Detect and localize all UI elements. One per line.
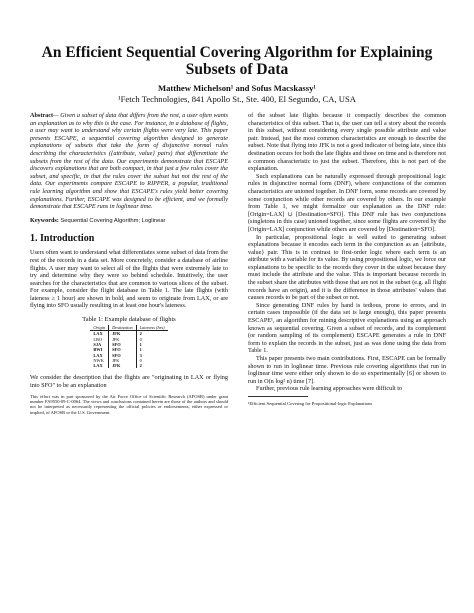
author-affiliation: ¹Fetch Technologies, 841 Apollo St., Ste. 400, El Segundo, CA, USA (118, 94, 356, 104)
left-column (30, 112, 228, 415)
abstract (30, 112, 228, 211)
cell-lateness: 3 (136, 353, 168, 358)
cell-destination: SFO (109, 353, 137, 358)
intro-paragraph-1: Users often want to understand what differentiates some subset of data from the rest of the records in a data set. More concretely, consider a database of airline flights. A user may want to select all of the flights that were extremely late to try and determine why they were so behind schedule. Intuitively, the user searches for the characteristics that are common to various slices of the subset. For example, consider the flight database in Table 1. The late flights (with lateness ≥ 1 hour) are shown in bold, and seem to originate from LAX, or are flying into SFO usually resulting in at least one hour's lateness. (30, 249, 228, 310)
header-origin: Origin (90, 325, 108, 331)
author-names: Matthew Michelson¹ and Sofus Macskassy¹ (158, 83, 316, 93)
header-lateness: Lateness (hrs) (136, 325, 168, 331)
cell-lateness: 1 (136, 342, 168, 347)
flights-table (90, 325, 167, 368)
right-paragraph-4: Since generating DNF rules by hand is tedious, prone to errors, and in certain cases impossible (if the data set is large enough), this paper presents ESCAPE¹, an algorithm for mining descriptive explanations using an approach known as sequential covering. Given a subset of records, and its complement (or random sampling of its complement) ESCAPE generates a rule in DNF form to explain the records in the subset, just as was done using the data from Table 1. (248, 301, 446, 355)
cell-origin: SJA (93, 341, 102, 347)
right-paragraph-1: of the subset late flights because it compactly describes the common characteristics of this subset. That is, the user can tell a story about the records in this subset, without considering every single possible attribute and value pair. Instead, just the most common characteristics are enough to describe the subset. Note that flying into JFK is not a good indicator of being late, since this destination occurs for both the late flights and those on time and is therefore not a common characteristic to just the subset. Therefore, this is not part of the explanation. (248, 112, 446, 173)
right-paragraph-3: In particular, propositional logic is well suited to generating subset explanations because it encodes each term in the conjunction as an {attribute, value} pair. This is in contrast to first-order logic where each term is an attribute with a variable for its value. By using propositional logic, we force our explanations to be specific to the records they cover in the subset because they must include the attribute and the value. This is important because records in the subset share the attributes with those that are not in the subset (e.g. all flight records have an origin), and it is the difference in those attributes' values that causes records to be part of the subset or not. (248, 233, 446, 302)
header-destination: Destination (109, 325, 137, 331)
cell-destination: JFK (109, 337, 137, 342)
paper-title: An Efficient Sequential Covering Algorithm for Explaining Subsets of Data (41, 44, 433, 78)
intro-paragraph-2: We consider the description that the flights are "originating in LAX or flying into SFO" to be an explanation (30, 374, 228, 390)
cell-origin: LBO (93, 336, 103, 342)
table-row (90, 363, 167, 368)
funding-footnote: This effort was in part sponsored by the Air Force Office of Scientific Research (AFOSR) under grant number FA9550-09-C-0064. The views and conclusions contained herein are those of the authors and should not be interpreted as necessarily representing the official policies or endorsements, either expressed or implied, of AFOSR or the U.S. Government. (30, 393, 228, 415)
section-heading-introduction: 1. Introduction (30, 233, 95, 245)
table-caption: Table 1: Example database of flights (82, 316, 176, 324)
cell-origin: NWK (93, 357, 104, 363)
table-body (90, 331, 167, 369)
right-paragraph-6: Further, previous rule learning approaches were difficult to (256, 385, 403, 393)
cell-origin: BWI (93, 347, 103, 353)
cell-lateness: 2 (136, 331, 168, 337)
cell-origin: LAX (93, 363, 103, 369)
cell-origin: LAX (93, 331, 103, 337)
cell-destination: JFK (109, 358, 137, 363)
cell-lateness: 2 (136, 363, 168, 368)
right-paragraph-5: This paper presents two main contributions. First, ESCAPE can be formally shown to run in loglinear time. Previous rule covering algorithms that run in loglinear time were either only shown to do so experimentally [6] or shown to run in O(n log² n) time [7]. (248, 355, 446, 385)
author-block (20, 83, 454, 105)
cell-destination: SFO (109, 342, 137, 347)
cell-destination: JFK (109, 331, 137, 337)
cell-origin: LAX (93, 352, 103, 358)
table-figure (30, 316, 228, 368)
keywords (30, 217, 228, 226)
keywords-label: Keywords: (30, 216, 59, 224)
abstract-text: — Given a subset of data that differs from the rest, a user often wants an explanation as to why this is the case. For instance, in a database of flights, a user may want to understand why certain flights were very late. This paper presents ESCAPE, a sequential covering algorithm designed to generate explanations of subsets that take the form of disjunctive normal rules describing the characteristics ({attribute, value} pairs) that differentiate the subsets from the rest of the data. Our experiments demonstrate that ESCAPE discovers explanations that are both compact, in that just a few rules cover the subset, and specific, in that the rules cover the subset but not the rest of the data. Our experiments compare ESCAPE to RIPPER, a popular, traditional rule learning algorithm and show that ESCAPE's rules yield better covering explanations. Further, ESCAPE was designed to be efficient, and we formally demonstrate that ESCAPE runs in loglinear time. (30, 112, 228, 211)
cell-destination: JFK (109, 363, 137, 368)
right-paragraph-2: Such explanations can be naturally expressed through propositional logic rules in disjunctive normal form (DNF), where conjunctions of the common characteristics are unioned together. In DNF form, some records are covered by some conjunction while other records are covered by others. In our example from Table 1, we might formalize our explanation as the DNF rule: [Origin=LAX] ∪ [Destination=SFO]. This DNF rule has two conjunctions (singletons in this case) unioned together, since some flights are covered by the [Origin=LAX] conjunction while others are covered by [Destination=SFO]. (248, 172, 446, 233)
footnote-rule (248, 396, 308, 397)
cell-destination: SFO (109, 347, 137, 352)
cell-lateness: 1 (136, 347, 168, 352)
abstract-label: Abstract (30, 112, 54, 119)
table-header-row (90, 325, 167, 331)
cell-lateness: 0 (136, 337, 168, 342)
keywords-value: Sequential Covering Algorithm; Loglinear (60, 217, 166, 224)
right-column (248, 112, 446, 407)
escape-footnote: ¹Efficient Sequential Covering for Propositional-logic Explanations (248, 400, 373, 406)
cell-lateness: 0 (136, 358, 168, 363)
